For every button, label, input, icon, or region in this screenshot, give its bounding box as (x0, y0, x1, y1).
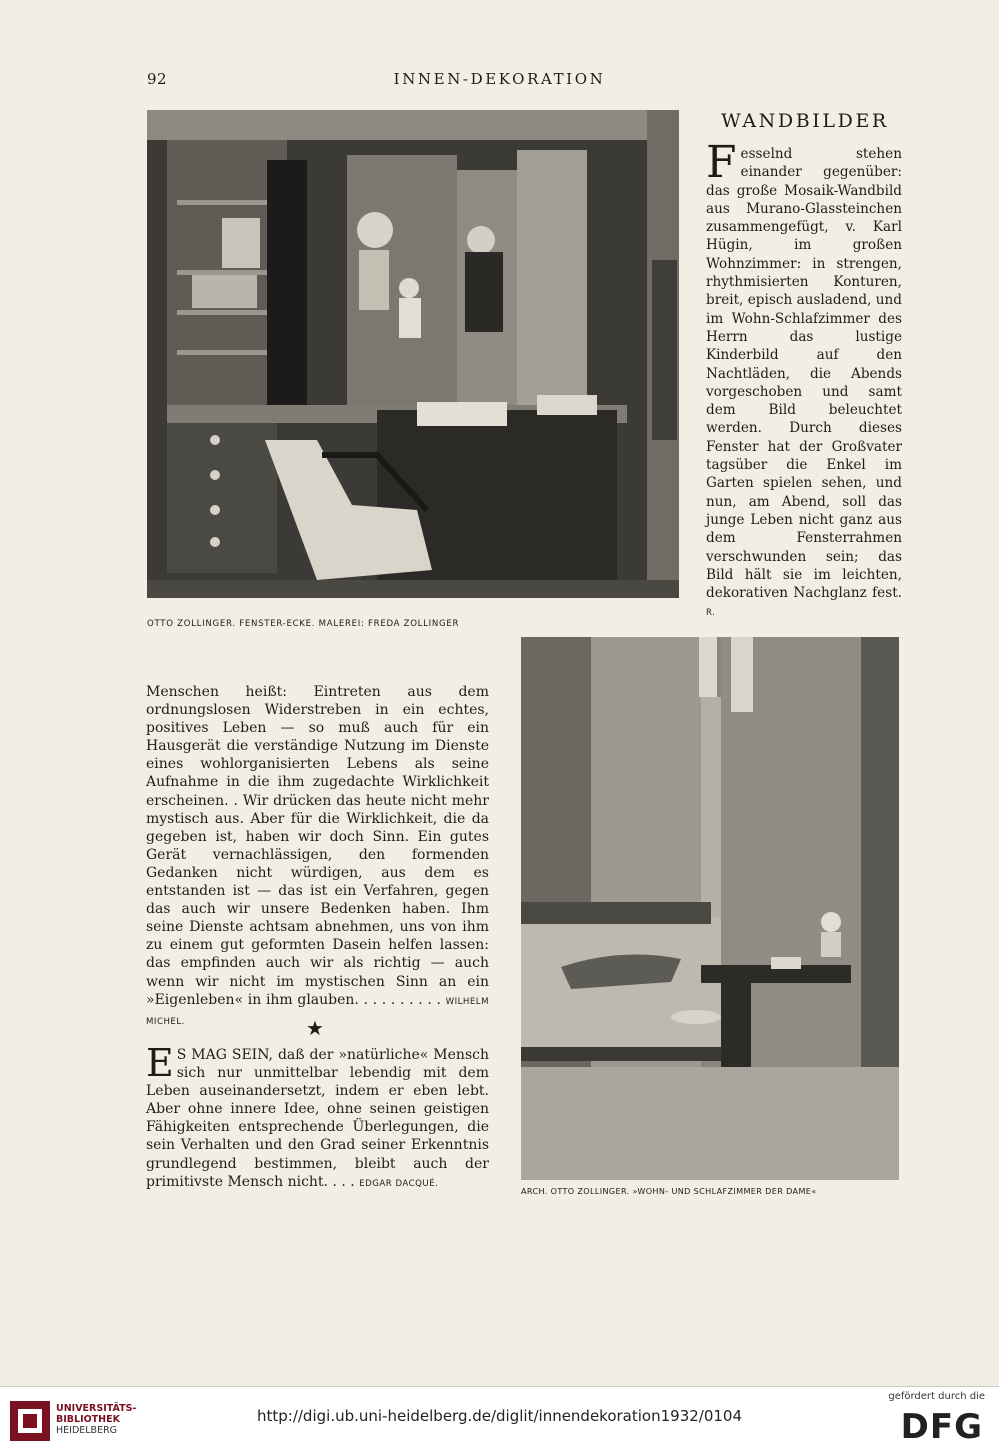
library-logo-line2: BIBLIOTHEK (56, 1414, 120, 1425)
article-edgar-dacque (146, 1041, 489, 1193)
article2-signature: EDGAR DACQUÉ. (359, 1178, 439, 1189)
funding-label: gefördert durch die (888, 1391, 985, 1402)
permalink-url[interactable]: http://digi.ub.uni-heidelberg.de/diglit/innendekoration1932/0104 (256, 1407, 743, 1425)
sidebar-text-block (706, 137, 902, 623)
running-title: INNEN-DEKORATION (393, 70, 606, 88)
library-logo-line3: HEIDELBERG (56, 1425, 118, 1436)
sidebar-body-text: esselnd stehen einander gegenüber: das große Mosaik-Wandbild aus Murano-Glassteinchen zusammengefügt, v. Karl Hügin, im großen Wohnzimmer: in strengen, rhythmisierten Konturen, breit, episch ausladend, und im Wohn-Schlafzimmer des Herrn das lustige Kinderbild auf den Nachtläden, die Abends vorgeschoben und samt dem Bild beleuchtet werden. Durch dieses Fenster hat der Großvater tagsüber die Enkel im Garten spielen sehen, und nun, am Abend, soll das junge Leben nicht ganz aus dem Fensterrahmen verschwunden sein; das Bild hält sie im leichten, dekorativen Nachglanz fest. (706, 146, 902, 602)
article1-signature: WILHELM MICHEL. (146, 996, 489, 1027)
library-logo-line1: UNIVERSITÄTS- (56, 1403, 137, 1414)
page-number: 92 (147, 70, 168, 88)
photo-living-bedroom (521, 637, 899, 1180)
photo-living-bedroom-image (521, 637, 899, 1180)
article-wilhelm-michel (146, 683, 489, 1031)
article2-dropcap: E (146, 1041, 174, 1085)
section-heading: WANDBILDER (721, 110, 889, 132)
sidebar-dropcap: F (706, 137, 737, 188)
photo-window-corner-image (147, 110, 679, 598)
photo-living-bedroom-caption: ARCH. OTTO ZOLLINGER. »WOHN- UND SCHLAFZIMMER DER DAME« (521, 1186, 817, 1196)
photo-window-corner-caption: OTTO ZOLLINGER. FENSTER-ECKE. MALEREI: FREDA ZOLLINGER (147, 619, 460, 629)
article1-body-text: Menschen heißt: Eintreten aus dem ordnungslosen Widerstreben in ein echtes, positives Leben — so muß auch für ein Hausgerät die verständige Nutzung im Dienste eines wohlorganisierten Lebens als seine Aufnahme in die ihm zugedachte Wirklichkeit erscheinen. . Wir drücken das heute nicht mehr mystisch aus. Aber für die Wirklichkeit, die da gegeben ist, haben wir doch Sinn. Ein gutes Gerät vernachlässigen, den formenden Gedanken nicht würdigen, aus dem es entstanden ist — das ist ein Verfahren, gegen das auch wir unsere Bedenken haben. Ihm seine Dienste achtsam abnehmen, uns von ihm zu einem gut geformten Dasein helfen lassen: das empfinden auch wir als richtig — auch wenn wir nicht im mystischen Sinn an ein »Eigenleben« in ihm glauben. . . . . . . . . . (146, 684, 489, 1008)
photo-window-corner (147, 110, 679, 598)
digitization-footer (0, 1386, 999, 1456)
section-separator-star: ★ (306, 1016, 324, 1040)
article2-body-text: S MAG SEIN, daß der »natürliche« Mensch sich nur unmittelbar lebendig mit dem Leben auseinandersetzt, indem er eben lebt. Aber ohne innere Idee, ohne seinen geistigen Fähigkeiten entsprechende Überlegungen, die sein Verhalten und den Grad seiner Erkenntnis grundlegend bestimmen, bleibt auch der primitivste Mensch nicht. . . . (146, 1047, 489, 1190)
sidebar-signature: R. (706, 608, 716, 619)
dfg-logo: DFG (900, 1407, 983, 1447)
